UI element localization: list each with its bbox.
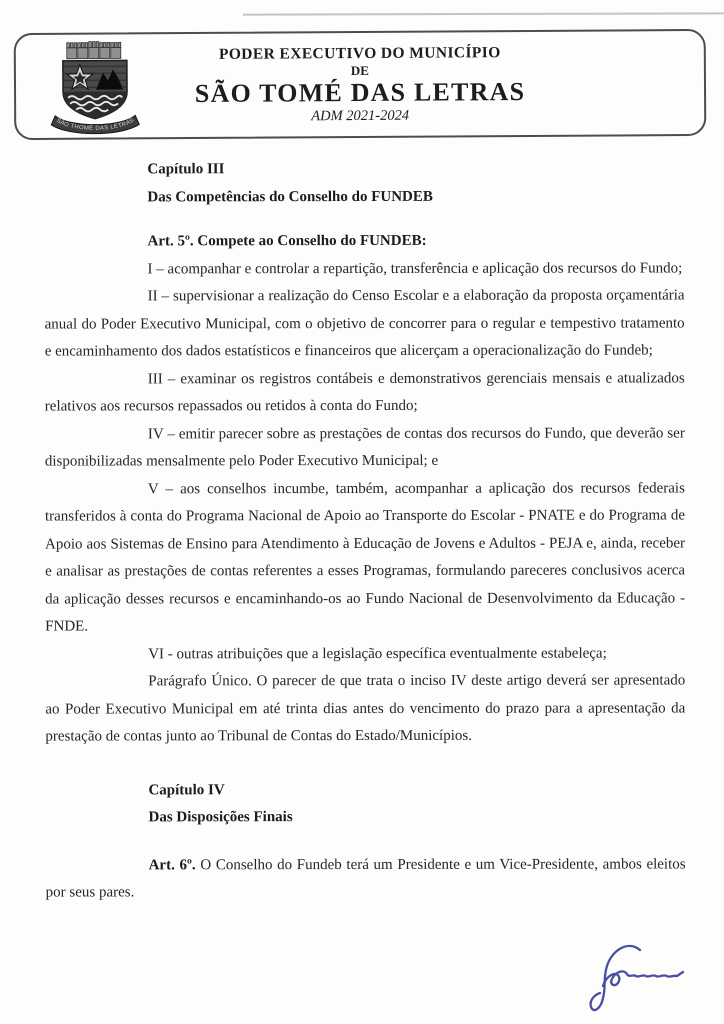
article-6-text: O Conselho do Fundeb terá um Presidente e um Vice-Presidente, ambos eleitos por seus pares. [45, 855, 686, 901]
clause-iii: III – examinar os registros contábeis e demonstrativos gerenciais mensais e atualizados relativos aos recursos repassados ou retidos à conta do Fundo; [44, 369, 685, 415]
chapter-3-title: Capítulo III [147, 161, 225, 178]
handwritten-signature [576, 936, 696, 1016]
chapter-4-subtitle: Das Disposições Finais [148, 809, 293, 826]
letterhead [14, 29, 707, 140]
sole-paragraph: Parágrafo Único. O parecer de que trata o inciso IV deste artigo deverá ser apresentado ao Poder Executivo Municipal em até trinta dias antes do vencimento do prazo para a apresentação da prestação de contas junto ao Tribunal de Contas do Estado/Municípios. [45, 672, 686, 745]
clause-i: I – acompanhar e controlar a repartição, transferência e aplicação dos recursos do Fundo; [147, 259, 683, 277]
letterhead-municipality: SÃO TOMÉ DAS LETRAS [194, 76, 526, 109]
scan-artifact-line [243, 12, 724, 15]
crest-banner-text: SÃO THOMÉ DAS LETRAS [55, 117, 136, 132]
letterhead-administration: ADM 2021-2024 [311, 107, 410, 125]
clause-v: V – aos conselhos incumbe, também, acompanhar a aplicação dos recursos federais transferidos à conta do Programa Nacional de Apoio ao Transporte do Escolar - PNATE e do Programa de Apoio aos Sistemas de Ensino para Atendimento à Educação de Jovens e Adultos - PEJA e, ainda, receber e analisar as prestações de contas referentes a esses Programas, formulando pareceres conclusivos acerca da aplicação desses recursos e encaminhando-os ao Fundo Nacional de Desenvolvimento da Educação - FNDE. [44, 479, 686, 635]
chapter-4-title: Capítulo IV [148, 781, 225, 798]
article-5-heading: Art. 5º. Compete ao Conselho do FUNDEB: [147, 232, 427, 250]
document-body [44, 155, 685, 907]
article-6-label: Art. 6º. [148, 856, 196, 873]
clause-vi: VI - outras atribuições que a legislação específica eventualmente estabeleça; [148, 645, 607, 662]
clause-iv: IV – emitir parecer sobre as prestações de contas dos recursos do Fundo, que deverão ser disponibilizadas mensalmente pelo Poder Executivo Municipal; e [44, 424, 685, 470]
clause-ii: II – supervisionar a realização do Censo Escolar e a elaboração da proposta orçamentária anual do Poder Executivo Municipal, com o objetivo de concorrer para o regular e tempestivo tratamento e encaminhamento dos dados estatísticos e financeiros que alicerçam a operacionalização do Fundeb; [44, 287, 685, 360]
letterhead-text [16, 42, 704, 127]
chapter-3-subtitle: Das Competências do Conselho do FUNDEB [147, 188, 433, 205]
letterhead-of: DE [350, 62, 369, 79]
letterhead-branch: PODER EXECUTIVO DO MUNICÍPIO [218, 44, 501, 63]
article-6-paragraph [46, 851, 686, 907]
